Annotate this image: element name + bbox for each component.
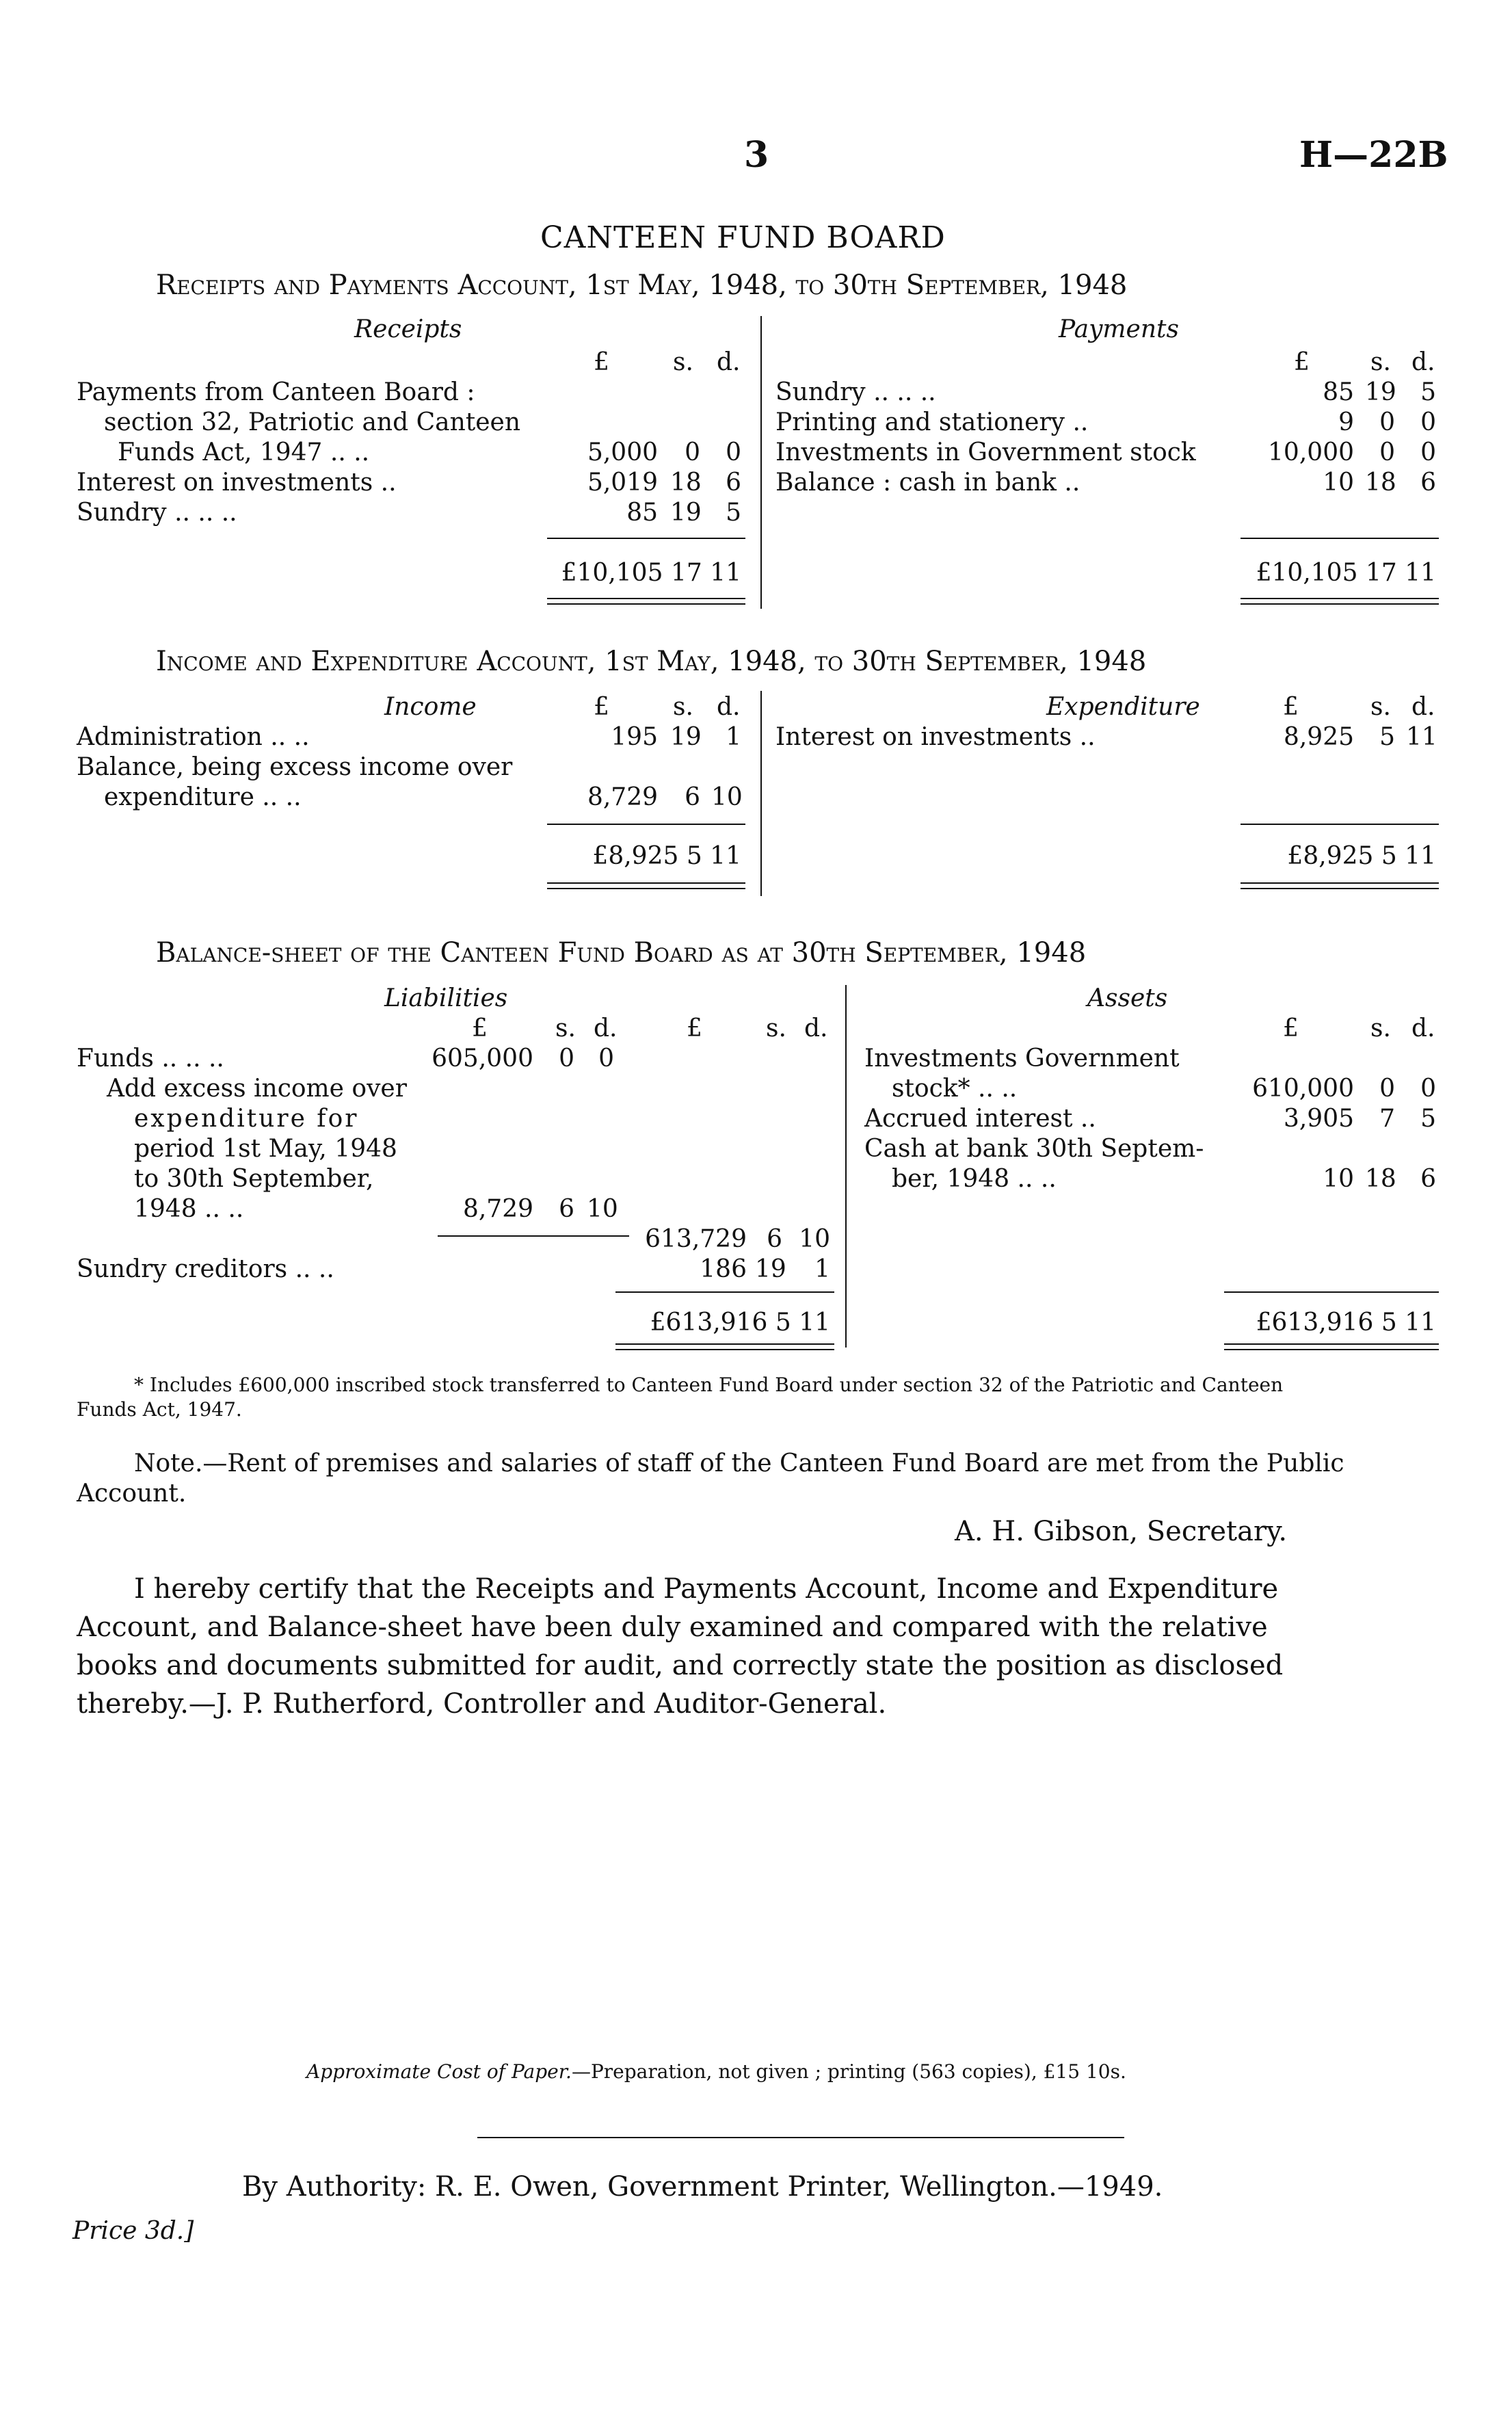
liability-sundry-creditors-pounds: 186: [700, 1255, 747, 1283]
assets-double-rule-1: [1224, 1343, 1439, 1345]
income-total-rule: [547, 824, 745, 825]
liabilities-column-label: Liabilities: [384, 984, 508, 1012]
payment-investments-pounds: 10,000: [1268, 438, 1354, 466]
income-column-label: Income: [384, 693, 477, 721]
asset-cash-s: 18: [1365, 1165, 1396, 1193]
assets-total-rule: [1224, 1291, 1439, 1293]
assets-column-label: Assets: [1087, 984, 1168, 1012]
payments-double-rule-1: [1241, 598, 1439, 599]
liabilities-pound-header-2: £: [687, 1014, 702, 1042]
payment-sundry-d: 5: [1420, 378, 1436, 406]
receipts-payments-divider: [760, 316, 762, 609]
expenditure-column-label: Expenditure: [1046, 693, 1200, 721]
receipt-interest-s: 18: [670, 469, 702, 497]
payment-printing-d: 0: [1420, 408, 1436, 436]
balance-sheet-heading: Balance-sheet of the Canteen Fund Board as at 30th September, 1948: [156, 937, 1087, 969]
receipt-canteen-board-line2: section 32, Patriotic and Canteen: [104, 408, 521, 436]
expenditure-double-rule-2: [1241, 888, 1439, 889]
document-title: CANTEEN FUND BOARD: [540, 220, 946, 255]
asset-cash-line2: ber, 1948 .. ..: [892, 1165, 1057, 1193]
expenditure-interest-s: 5: [1379, 723, 1395, 751]
income-expenditure-heading: Income and Expenditure Account, 1st May, 1948, to 30th September, 1948: [156, 646, 1147, 677]
income-balance-line2: expenditure .. ..: [104, 783, 302, 811]
liabilities-pound-header-1: £: [472, 1014, 488, 1042]
receipt-sundry-label: Sundry .. .. ..: [77, 499, 237, 527]
expenditure-interest-label: Interest on investments ..: [775, 723, 1096, 751]
asset-investments-line2: stock* .. ..: [892, 1075, 1018, 1103]
receipt-canteen-board-line1: Payments from Canteen Board :: [77, 378, 475, 406]
liability-funds-pounds: 605,000: [432, 1044, 533, 1073]
income-balance-s: 6: [685, 783, 700, 811]
asset-accrued-interest-d: 5: [1420, 1105, 1436, 1133]
cost-of-paper-text: —Preparation, not given ; printing (563 copies), £15 10s.: [571, 2060, 1126, 2083]
asset-investments-s: 0: [1379, 1075, 1395, 1103]
liabilities-d-header-2: d.: [804, 1014, 828, 1042]
liability-funds-s: 0: [559, 1044, 574, 1073]
liability-add-excess-line3: period 1st May, 1948: [134, 1135, 397, 1163]
liabilities-total: £613,916 5 11: [650, 1309, 830, 1337]
liabilities-s-header-1: s.: [555, 1014, 576, 1042]
payments-pound-header: £: [1294, 348, 1310, 376]
expenditure-s-header: s.: [1370, 693, 1391, 721]
expenditure-total-rule: [1241, 824, 1439, 825]
liability-add-excess-line1: Add excess income over: [107, 1075, 407, 1103]
payment-sundry-label: Sundry .. .. ..: [775, 378, 936, 406]
receipt-interest-pounds: 5,019: [587, 469, 658, 497]
liability-add-excess-d: 10: [587, 1195, 618, 1223]
receipts-double-rule-1: [547, 598, 745, 599]
secretary-signature: A. H. Gibson, Secretary.: [955, 1516, 1288, 1547]
payments-column-label: Payments: [1059, 315, 1179, 343]
income-administration-pounds: 195: [611, 723, 658, 751]
receipt-canteen-board-d: 0: [726, 438, 741, 466]
liability-funds-total-s: 6: [767, 1225, 782, 1253]
authority-rule: [477, 2137, 1124, 2138]
document-reference: H—22B: [1299, 134, 1448, 176]
income-double-rule-1: [547, 882, 745, 884]
expenditure-pound-header: £: [1283, 693, 1299, 721]
payment-sundry-s: 19: [1365, 378, 1396, 406]
payments-d-header: d.: [1411, 348, 1435, 376]
payments-total: £10,105 17 11: [1256, 559, 1436, 587]
receipt-canteen-board-s: 0: [685, 438, 700, 466]
income-d-header: d.: [717, 693, 741, 721]
income-s-header: s.: [673, 693, 693, 721]
receipt-interest-label: Interest on investments ..: [77, 469, 397, 497]
liabilities-double-rule-1: [615, 1343, 834, 1345]
payment-sundry-pounds: 85: [1323, 378, 1354, 406]
asset-investments-d: 0: [1420, 1075, 1436, 1103]
balance-sheet-divider: [845, 985, 847, 1348]
payment-balance-pounds: 10: [1323, 469, 1354, 497]
liability-funds-total-pounds: 613,729: [645, 1225, 747, 1253]
assets-total: £613,916 5 11: [1256, 1309, 1436, 1337]
receipts-double-rule-2: [547, 603, 745, 605]
expenditure-d-header: d.: [1411, 693, 1435, 721]
liabilities-s-header-2: s.: [766, 1014, 786, 1042]
assets-double-rule-2: [1224, 1349, 1439, 1350]
payment-balance-label: Balance : cash in bank ..: [775, 469, 1080, 497]
footnote-line2: Funds Act, 1947.: [77, 1398, 242, 1421]
receipts-s-header: s.: [673, 348, 693, 376]
liability-funds-total-d: 10: [799, 1225, 830, 1253]
payment-balance-d: 6: [1420, 469, 1436, 497]
certify-line3: books and documents submitted for audit, and correctly state the position as disclosed: [77, 1650, 1284, 1681]
income-expenditure-divider: [760, 691, 762, 896]
receipts-total-rule: [547, 538, 745, 539]
asset-cash-line1: Cash at bank 30th Septem-: [864, 1135, 1204, 1163]
liability-add-excess-line4: to 30th September,: [134, 1165, 374, 1193]
liability-subtotal-rule: [438, 1235, 629, 1237]
liability-add-excess-line2: expenditure for: [134, 1105, 359, 1133]
cost-of-paper-label: Approximate Cost of Paper.: [306, 2060, 572, 2083]
liabilities-d-header-1: d.: [594, 1014, 618, 1042]
receipt-sundry-s: 19: [670, 499, 702, 527]
asset-accrued-interest-pounds: 3,905: [1283, 1105, 1354, 1133]
receipt-sundry-d: 5: [726, 499, 741, 527]
assets-d-header: d.: [1411, 1014, 1435, 1042]
income-pound-header: £: [594, 693, 609, 721]
asset-accrued-interest-s: 7: [1379, 1105, 1395, 1133]
income-administration-d: 1: [726, 723, 741, 751]
asset-investments-line1: Investments Government: [864, 1044, 1180, 1073]
payment-balance-s: 18: [1365, 469, 1396, 497]
asset-cash-pounds: 10: [1323, 1165, 1354, 1193]
receipts-column-label: Receipts: [354, 315, 462, 343]
liabilities-double-rule-2: [615, 1349, 834, 1350]
assets-s-header: s.: [1370, 1014, 1391, 1042]
payment-printing-s: 0: [1379, 408, 1395, 436]
payments-total-rule: [1241, 538, 1439, 539]
liability-funds-d: 0: [598, 1044, 614, 1073]
expenditure-double-rule-1: [1241, 882, 1439, 884]
payment-investments-d: 0: [1420, 438, 1436, 466]
receipt-interest-d: 6: [726, 469, 741, 497]
payment-investments-label: Investments in Government stock: [775, 438, 1196, 466]
receipt-canteen-board-line3: Funds Act, 1947 .. ..: [118, 438, 370, 466]
expenditure-interest-d: 11: [1406, 723, 1437, 751]
receipt-sundry-pounds: 85: [626, 499, 658, 527]
liability-sundry-creditors-s: 19: [755, 1255, 786, 1283]
receipts-total: £10,105 17 11: [561, 559, 741, 587]
payments-double-rule-2: [1241, 603, 1439, 605]
income-balance-line1: Balance, being excess income over: [77, 753, 513, 781]
certify-line2: Account, and Balance-sheet have been duly examined and compared with the relative: [77, 1612, 1268, 1643]
note-line1: Note.—Rent of premises and salaries of staff of the Canteen Fund Board are met from the Public: [134, 1449, 1344, 1477]
payment-printing-pounds: 9: [1338, 408, 1354, 436]
asset-cash-d: 6: [1420, 1165, 1436, 1193]
payment-investments-s: 0: [1379, 438, 1395, 466]
expenditure-interest-pounds: 8,925: [1283, 723, 1354, 751]
liability-sundry-creditors-d: 1: [814, 1255, 830, 1283]
payments-s-header: s.: [1370, 348, 1391, 376]
income-double-rule-2: [547, 888, 745, 889]
liability-add-excess-s: 6: [559, 1195, 574, 1223]
receipts-pound-header: £: [594, 348, 609, 376]
income-balance-d: 10: [711, 783, 743, 811]
assets-pound-header: £: [1283, 1014, 1299, 1042]
liabilities-total-rule: [615, 1291, 834, 1293]
liability-funds-label: Funds .. .. ..: [77, 1044, 224, 1073]
payment-printing-label: Printing and stationery ..: [775, 408, 1089, 436]
income-total: £8,925 5 11: [592, 842, 741, 870]
receipts-payments-heading: Receipts and Payments Account, 1st May, 1948, to 30th September, 1948: [156, 270, 1128, 301]
cost-of-paper: [306, 2060, 1126, 2083]
asset-accrued-interest-label: Accrued interest ..: [864, 1105, 1096, 1133]
expenditure-total: £8,925 5 11: [1287, 842, 1436, 870]
note-line2: Account.: [77, 1480, 187, 1508]
page-number: 3: [744, 134, 769, 176]
asset-investments-pounds: 610,000: [1252, 1075, 1354, 1103]
receipt-canteen-board-pounds: 5,000: [587, 438, 658, 466]
authority-line: By Authority: R. E. Owen, Government Printer, Wellington.—1949.: [242, 2171, 1163, 2203]
liability-sundry-creditors-label: Sundry creditors .. ..: [77, 1255, 334, 1283]
liability-add-excess-line5: 1948 .. ..: [134, 1195, 244, 1223]
receipts-d-header: d.: [717, 348, 741, 376]
liability-add-excess-pounds: 8,729: [462, 1195, 533, 1223]
income-administration-label: Administration .. ..: [77, 723, 310, 751]
certify-line4: thereby.—J. P. Rutherford, Controller and Auditor-General.: [77, 1688, 887, 1720]
certify-line1: I hereby certify that the Receipts and Payments Account, Income and Expenditure: [134, 1573, 1279, 1605]
price-label: Price 3d.]: [72, 2217, 194, 2245]
footnote-line1: * Includes £600,000 inscribed stock transferred to Canteen Fund Board under section 32 of the Patriotic and Canteen: [134, 1374, 1284, 1396]
income-balance-pounds: 8,729: [587, 783, 658, 811]
income-administration-s: 19: [670, 723, 702, 751]
